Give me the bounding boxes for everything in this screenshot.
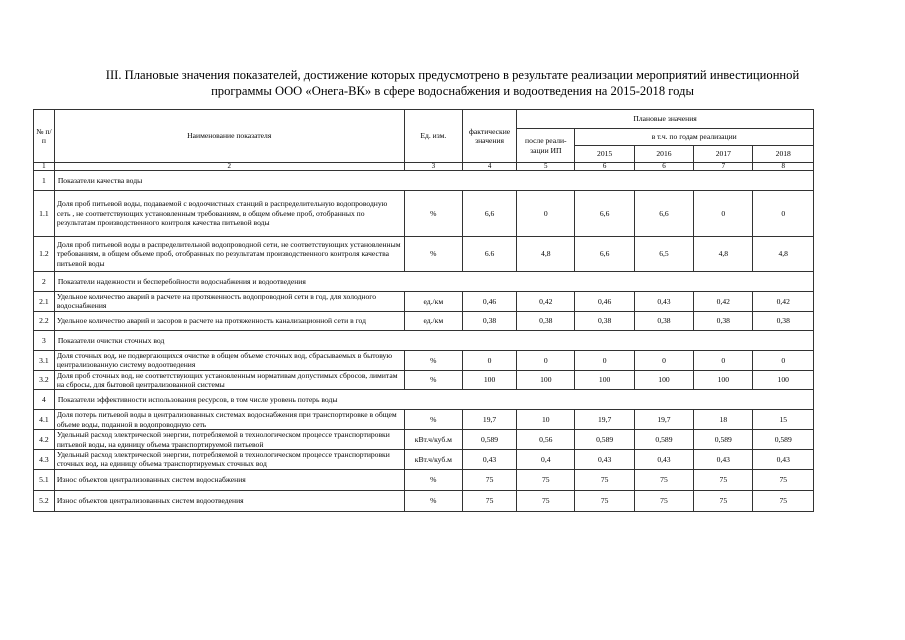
section-title: Показатели надежности и бесперебойности водоснабжения и водоотведения [54, 272, 813, 292]
indicator-name: Доля проб питьевой воды, подаваемой с водоочистных станций в распределительную водопроводную сеть , не соответствующих установленным требованиям, в общем объеме проб, отобранных по результатам производственного контроля качества питьевой воды [54, 191, 404, 237]
table-row [34, 450, 814, 470]
value-cell: 0,43 [634, 292, 693, 312]
value-cell: 6,6 [575, 237, 634, 272]
value-cell: 75 [694, 490, 753, 511]
indicators-table [33, 109, 814, 512]
value-cell: 75 [753, 469, 814, 490]
value-cell: 75 [634, 490, 693, 511]
unit-cell: кВт.ч/куб.м [404, 450, 462, 470]
value-cell: 0,43 [463, 450, 517, 470]
indicator-name: Доля потерь питьевой воды в централизованных системах водоснабжения при транспортировке в общем объеме воды, поданной в водопроводную сеть [54, 410, 404, 430]
header-year: 2018 [753, 146, 814, 163]
column-number: 8 [753, 163, 814, 171]
value-cell: 0 [694, 191, 753, 237]
value-cell: 75 [517, 490, 575, 511]
value-cell: 0,589 [463, 430, 517, 450]
header-name: Наименование показателя [54, 110, 404, 163]
column-number: 2 [54, 163, 404, 171]
column-number: 6 [634, 163, 693, 171]
value-cell: 0 [634, 350, 693, 370]
row-number: 1.1 [34, 191, 55, 237]
value-cell: 100 [575, 370, 634, 390]
indicator-name: Износ объектов централизованных систем водоснабжения [54, 469, 404, 490]
header-year: 2017 [694, 146, 753, 163]
indicator-name: Удельное количество аварий в расчете на протяженность водопроводной сети в год, для холодного водоснабжения [54, 292, 404, 312]
value-cell: 0,42 [694, 292, 753, 312]
header-after: после реали-зации ИП [517, 129, 575, 163]
value-cell: 6,6 [634, 191, 693, 237]
header-row-1 [34, 110, 814, 129]
value-cell: 18 [694, 410, 753, 430]
value-cell: 75 [694, 469, 753, 490]
section-title: Показатели качества воды [54, 171, 813, 191]
row-number: 2.2 [34, 311, 55, 330]
header-year: 2016 [634, 146, 693, 163]
value-cell: 0,46 [463, 292, 517, 312]
row-number: 3 [34, 330, 55, 350]
value-cell: 0 [517, 350, 575, 370]
value-cell: 75 [575, 490, 634, 511]
value-cell: 4,8 [753, 237, 814, 272]
value-cell: 0 [694, 350, 753, 370]
header-actual: фактические значения [463, 110, 517, 163]
row-number: 2.1 [34, 292, 55, 312]
section-row [34, 171, 814, 191]
table-row [34, 430, 814, 450]
table-row [34, 370, 814, 390]
indicator-name: Доля проб питьевой воды в распределительной водопроводной сети, не соответствующих установленным требованиям, в общем объеме проб, отобранных по результатам производственного контроля качества питьевой воды [54, 237, 404, 272]
column-number: 1 [34, 163, 55, 171]
value-cell: 4,8 [517, 237, 575, 272]
value-cell: 100 [634, 370, 693, 390]
value-cell: 0,43 [753, 450, 814, 470]
unit-cell: кВт.ч/куб.м [404, 430, 462, 450]
unit-cell: ед./км [404, 292, 462, 312]
value-cell: 0 [463, 350, 517, 370]
value-cell: 4,8 [694, 237, 753, 272]
column-number: 7 [694, 163, 753, 171]
table-row [34, 311, 814, 330]
row-number: 3.2 [34, 370, 55, 390]
value-cell: 0,589 [694, 430, 753, 450]
value-cell: 75 [753, 490, 814, 511]
value-cell: 75 [575, 469, 634, 490]
row-number: 1 [34, 171, 55, 191]
row-number: 4.2 [34, 430, 55, 450]
value-cell: 10 [517, 410, 575, 430]
value-cell: 0 [575, 350, 634, 370]
value-cell: 75 [463, 490, 517, 511]
value-cell: 0,4 [517, 450, 575, 470]
indicator-name: Доля проб сточных вод, не соответствующих установленным нормативам допустимых сбросов, лимитам на сбросы, для бытовой централизованной системы [54, 370, 404, 390]
row-number: 3.1 [34, 350, 55, 370]
unit-cell: ед./км [404, 311, 462, 330]
value-cell: 15 [753, 410, 814, 430]
column-number: 4 [463, 163, 517, 171]
table-row [34, 410, 814, 430]
value-cell: 75 [634, 469, 693, 490]
header-planned: Плановые значения [517, 110, 814, 129]
section-title: Показатели очистки сточных вод [54, 330, 813, 350]
value-cell: 19,7 [463, 410, 517, 430]
column-number: 5 [517, 163, 575, 171]
table-row [34, 490, 814, 511]
header-by-years: в т.ч. по годам реализации [575, 129, 814, 146]
value-cell: 0,43 [694, 450, 753, 470]
value-cell: 19,7 [575, 410, 634, 430]
value-cell: 75 [463, 469, 517, 490]
indicator-name: Удельное количество аварий и засоров в расчете на протяженность канализационной сети в год [54, 311, 404, 330]
value-cell: 0,56 [517, 430, 575, 450]
column-number: 3 [404, 163, 462, 171]
value-cell: 0,38 [517, 311, 575, 330]
value-cell: 0,38 [753, 311, 814, 330]
unit-cell: % [404, 350, 462, 370]
section-row [34, 390, 814, 410]
table-row [34, 191, 814, 237]
unit-cell: % [404, 191, 462, 237]
row-number: 5.2 [34, 490, 55, 511]
title-line-2: программы ООО «Онега-ВК» в сфере водоснабжения и водоотведения на 2015-2018 годы [211, 84, 694, 98]
value-cell: 100 [517, 370, 575, 390]
indicator-name: Удельный расход электрической энергии, потребляемой в технологическом процессе транспортировки сточных вод, на единицу объема транспортируемых сточных вод [54, 450, 404, 470]
indicator-name: Удельный расход электрической энергии, потребляемой в технологическом процессе транспортировки питьевой воды, на единицу объема транспортируемой питьевой [54, 430, 404, 450]
value-cell: 0 [517, 191, 575, 237]
section-row [34, 330, 814, 350]
value-cell: 100 [463, 370, 517, 390]
header-unit: Ед. изм. [404, 110, 462, 163]
section-title: Показатели эффективности использования ресурсов, в том числе уровень потерь воды [54, 390, 813, 410]
unit-cell: % [404, 410, 462, 430]
row-number: 1.2 [34, 237, 55, 272]
value-cell: 6,6 [575, 191, 634, 237]
section-row [34, 272, 814, 292]
document-title [60, 67, 845, 99]
value-cell: 0,589 [575, 430, 634, 450]
indicator-name: Износ объектов централизованных систем водоотведения [54, 490, 404, 511]
row-number: 2 [34, 272, 55, 292]
value-cell: 0,589 [753, 430, 814, 450]
value-cell: 0,38 [694, 311, 753, 330]
value-cell: 0,42 [517, 292, 575, 312]
row-number: 4.3 [34, 450, 55, 470]
unit-cell: % [404, 469, 462, 490]
column-numbers-row [34, 163, 814, 171]
value-cell: 0 [753, 350, 814, 370]
value-cell: 0,46 [575, 292, 634, 312]
unit-cell: % [404, 490, 462, 511]
table-row [34, 469, 814, 490]
title-line-1: III. Плановые значения показателей, достижение которых предусмотрено в результате реализации мероприятий инвестиционной [105, 68, 800, 82]
value-cell: 100 [694, 370, 753, 390]
table-row [34, 350, 814, 370]
value-cell: 19,7 [634, 410, 693, 430]
unit-cell: % [404, 370, 462, 390]
header-num: № п/п [34, 110, 55, 163]
value-cell: 0,38 [463, 311, 517, 330]
value-cell: 6,6 [463, 191, 517, 237]
value-cell: 0,43 [634, 450, 693, 470]
value-cell: 0,38 [634, 311, 693, 330]
value-cell: 0,589 [634, 430, 693, 450]
table-row [34, 237, 814, 272]
row-number: 4 [34, 390, 55, 410]
value-cell: 6,5 [634, 237, 693, 272]
value-cell: 0,42 [753, 292, 814, 312]
indicator-name: Доля сточных вод, не подвергающихся очистке в общем объеме сточных вод, сбрасываемых в бытовую централизованную систему водоотведения [54, 350, 404, 370]
value-cell: 0,43 [575, 450, 634, 470]
value-cell: 0 [753, 191, 814, 237]
column-number: 6 [575, 163, 634, 171]
unit-cell: % [404, 237, 462, 272]
value-cell: 6.6 [463, 237, 517, 272]
value-cell: 0,38 [575, 311, 634, 330]
row-number: 5.1 [34, 469, 55, 490]
value-cell: 75 [517, 469, 575, 490]
value-cell: 100 [753, 370, 814, 390]
row-number: 4.1 [34, 410, 55, 430]
header-year: 2015 [575, 146, 634, 163]
table-row [34, 292, 814, 312]
